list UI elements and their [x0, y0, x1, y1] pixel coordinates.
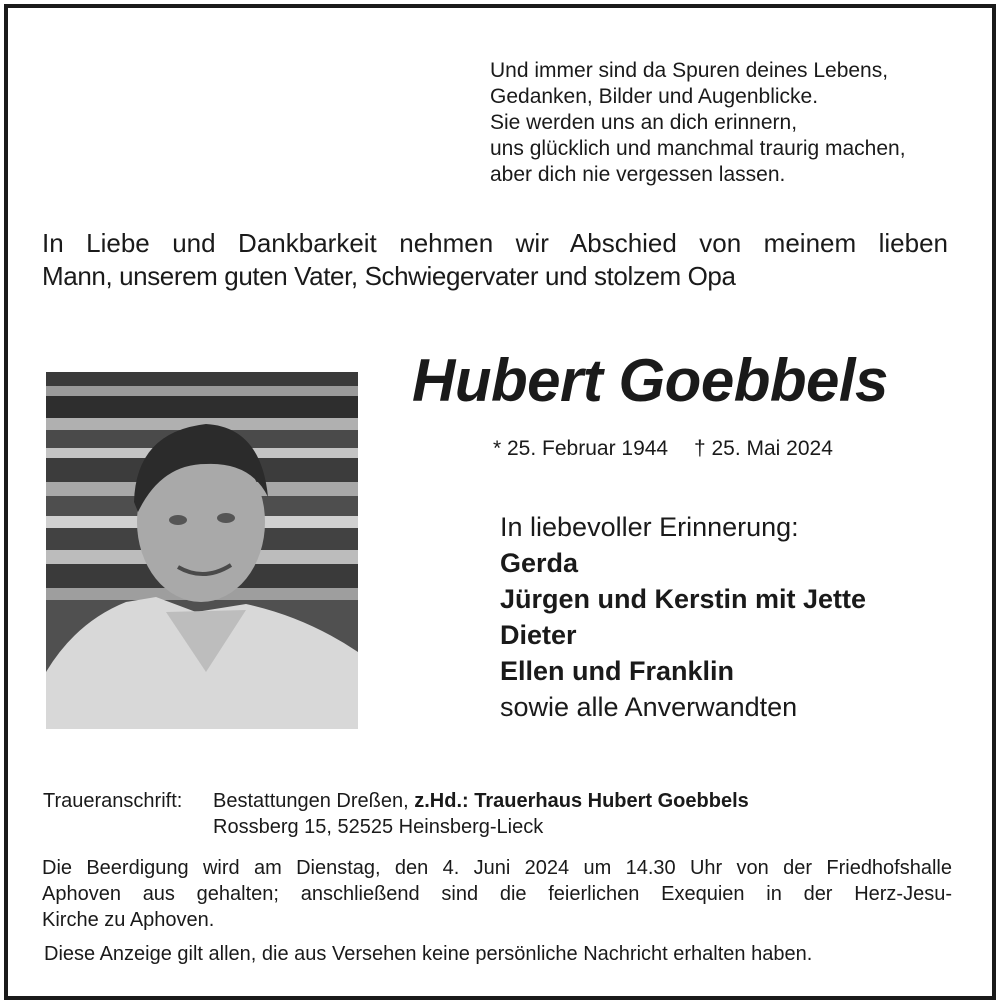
- death-date: † 25. Mai 2024: [693, 437, 833, 460]
- poem-line: Und immer sind da Spuren deines Lebens,: [490, 59, 889, 82]
- poem-line: aber dich nie vergessen lassen.: [490, 163, 786, 186]
- portrait-photo: [46, 372, 358, 729]
- mourner-name: Dieter: [500, 620, 577, 650]
- deceased-name: Hubert Goebbels: [412, 347, 888, 414]
- intro-line: Mann, unserem guten Vater, Schwiegervater und stolzem Opa: [42, 261, 736, 291]
- address-label: Traueranschrift:: [43, 790, 183, 812]
- address-attention: z.Hd.: Trauerhaus Hubert Goebbels: [414, 790, 749, 812]
- mourner-name: Jürgen und Kerstin mit Jette: [500, 584, 867, 614]
- poem-line: Gedanken, Bilder und Augenblicke.: [490, 85, 819, 108]
- address-street: Rossberg 15, 52525 Heinsberg-Lieck: [213, 816, 544, 838]
- intro-line: In Liebe und Dankbarkeit nehmen wir Abschied von meinem lieben: [42, 228, 948, 258]
- funeral-notice: [42, 855, 952, 933]
- funeral-line: Kirche zu Aphoven.: [42, 909, 215, 931]
- mourners-closing: sowie alle Anverwandten: [500, 692, 798, 722]
- mourners-list: [500, 509, 866, 725]
- closing-note: Diese Anzeige gilt allen, die aus Versehen keine persönliche Nachricht erhalten haben.: [44, 943, 813, 965]
- address-company: Bestattungen Dreßen,: [213, 790, 409, 812]
- mourner-name: Gerda: [500, 548, 579, 578]
- funeral-line: Aphoven aus gehalten; anschließend sind die feierlichen Exequien in der Herz-Jesu-: [42, 883, 952, 905]
- poem-line: uns glücklich und manchmal traurig machen,: [490, 137, 906, 160]
- funeral-line: Die Beerdigung wird am Dienstag, den 4. Juni 2024 um 14.30 Uhr von der Friedhofshalle: [42, 857, 952, 879]
- birth-date: * 25. Februar 1944: [493, 437, 669, 460]
- mourning-address: [43, 788, 749, 840]
- mourners-heading: In liebevoller Erinnerung:: [500, 512, 799, 542]
- intro-text: [42, 227, 948, 293]
- mourner-name: Ellen und Franklin: [500, 656, 735, 686]
- life-dates: [493, 437, 853, 461]
- poem: [490, 58, 906, 188]
- poem-line: Sie werden uns an dich erinnern,: [490, 111, 798, 134]
